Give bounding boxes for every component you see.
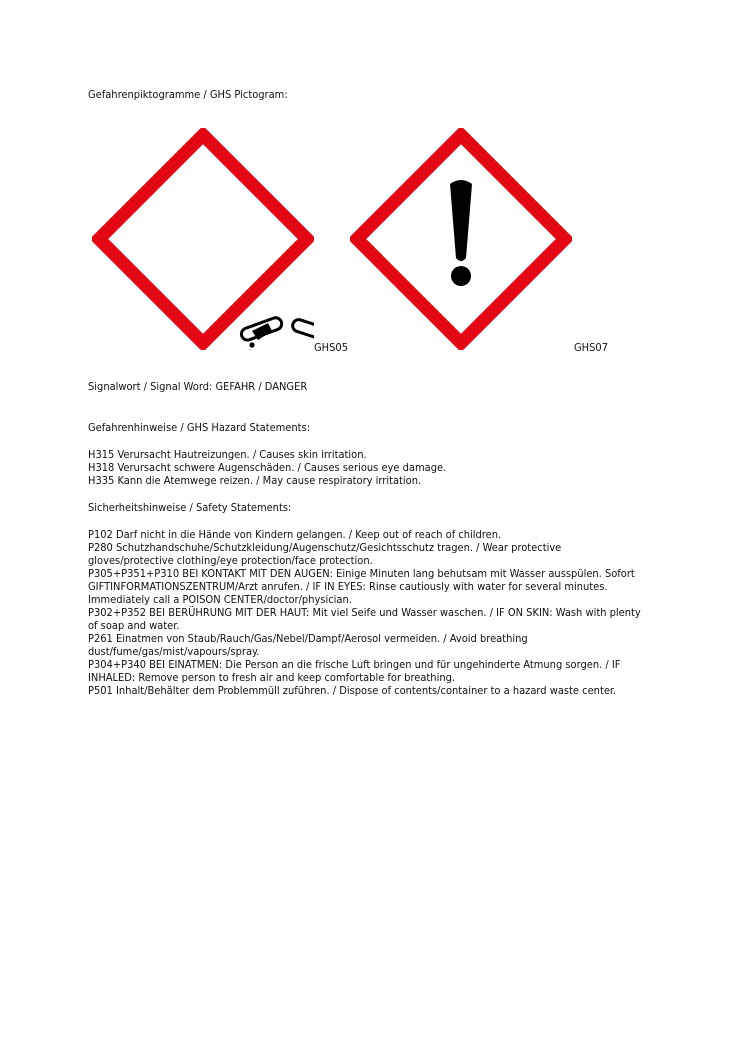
hazard-heading: Gefahrenhinweise / GHS Hazard Statements: <box>88 421 311 434</box>
safety-line: dust/fume/gas/mist/vapours/spray. <box>88 645 260 658</box>
pictogram-code-ghs07: GHS07 <box>574 341 608 354</box>
safety-line: of soap and water. <box>88 619 180 632</box>
safety-line: P304+P340 BEI EINATMEN: Die Person an die frische Luft bringen und für ungehinderte Atmung sorgen. / IF <box>88 658 621 671</box>
safety-line: INHALED: Remove person to fresh air and keep comfortable for breathing. <box>88 671 456 684</box>
safety-line: Immediately call a POISON CENTER/doctor/physician. <box>88 593 352 606</box>
safety-heading: Sicherheitshinweise / Safety Statements: <box>88 501 292 514</box>
corrosion-icon <box>92 128 314 350</box>
safety-line: P280 Schutzhandschuhe/Schutzkleidung/Augenschutz/Gesichtsschutz tragen. / Wear protective <box>88 541 562 554</box>
safety-line: P501 Inhalt/Behälter dem Problemmüll zuführen. / Dispose of contents/container to a hazard waste center. <box>88 684 617 697</box>
safety-line: P102 Darf nicht in die Hände von Kindern gelangen. / Keep out of reach of children. <box>88 528 502 541</box>
safety-line: P305+P351+P310 BEI KONTAKT MIT DEN AUGEN: Einige Minuten lang behutsam mit Wasser ausspülen. Sofort <box>88 567 635 580</box>
hazard-statement: H335 Kann die Atemwege reizen. / May cause respiratory irritation. <box>88 474 422 487</box>
safety-line: P261 Einatmen von Staub/Rauch/Gas/Nebel/Dampf/Aerosol vermeiden. / Avoid breathing <box>88 632 528 645</box>
safety-line: gloves/protective clothing/eye protection/face protection. <box>88 554 373 567</box>
hazard-statement: H318 Verursacht schwere Augenschäden. / Causes serious eye damage. <box>88 461 447 474</box>
hazard-statement: H315 Verursacht Hautreizungen. / Causes skin irritation. <box>88 448 367 461</box>
signal-word: Signalwort / Signal Word: GEFAHR / DANGER <box>88 380 308 393</box>
safety-line: GIFTINFORMATIONSZENTRUM/Arzt anrufen. / IF IN EYES: Rinse cautiously with water for several minutes. <box>88 580 608 593</box>
safety-line: P302+P352 BEI BERÜHRUNG MIT DER HAUT: Mit viel Seife und Wasser waschen. / IF ON SKIN: Wash with plenty <box>88 606 641 619</box>
pictogram-code-ghs05: GHS05 <box>314 341 348 354</box>
pictogram-heading: Gefahrenpiktogramme / GHS Pictogram: <box>88 88 288 101</box>
exclamation-mark-icon <box>350 128 572 350</box>
